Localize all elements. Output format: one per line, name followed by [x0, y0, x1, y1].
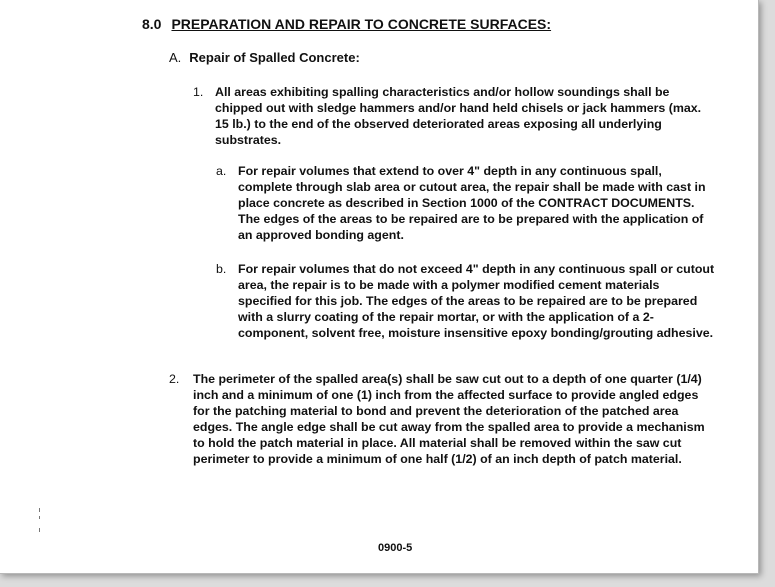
- margin-tick: [39, 528, 40, 532]
- section-heading: [142, 16, 551, 32]
- subsection-heading: [169, 50, 360, 65]
- margin-tick: [39, 508, 40, 512]
- margin-tick: [39, 516, 40, 519]
- list-item-marker: b.: [216, 262, 227, 276]
- subsection-title: Repair of Spalled Concrete:: [189, 50, 360, 65]
- section-number: 8.0: [142, 16, 162, 32]
- list-item-text: All areas exhibiting spalling characteristics and/or hollow soundings shall be chipped out with sledge hammers and/or hand held chisels or jack hammers (max. 15 lb.) to the end of the observed deteriorated areas exposing all underlying substrates.: [215, 85, 702, 147]
- margin-marks: [38, 508, 42, 534]
- list-item-text: For repair volumes that do not exceed 4" depth in any continuous spall or cutout area, the repair is to be made with a polymer modified cement materials specified for this job. The edges of the areas to be repaired are to be prepared with a slurry coating of the repair mortar, or with the application of a 2-component, solvent free, moisture insensitive epoxy bonding/grouting adhesive.: [238, 262, 715, 340]
- list-item-marker: 2.: [169, 372, 180, 386]
- section-title: PREPARATION AND REPAIR TO CONCRETE SURFACES:: [171, 16, 552, 32]
- list-item-marker: a.: [216, 164, 227, 178]
- page-number: 0900-5: [378, 542, 413, 554]
- subsection-letter: A.: [169, 50, 182, 65]
- list-item-text: The perimeter of the spalled area(s) shall be saw cut out to a depth of one quarter (1/4) inch and a minimum of one (1) inch from the affected surface to provide angled edges for the patching material to bond and prevent the deterioration of the patched area edges. The angle edge shall be cut away from the spalled area to provide a mechanism to hold the patch material in place. All material shall be removed within the saw cut perimeter to provide a minimum of one half (1/2) of an inch depth of patch material.: [193, 372, 705, 466]
- list-item-marker: 1.: [193, 85, 204, 99]
- list-item-text: For repair volumes that extend to over 4" depth in any continuous spall, complete through slab area or cutout area, the repair shall be made with cast in place concrete as described in Section 1000 of the CONTRACT DOCUMENTS. The edges of the areas to be repaired are to be prepared with the application of an approved bonding agent.: [238, 164, 706, 242]
